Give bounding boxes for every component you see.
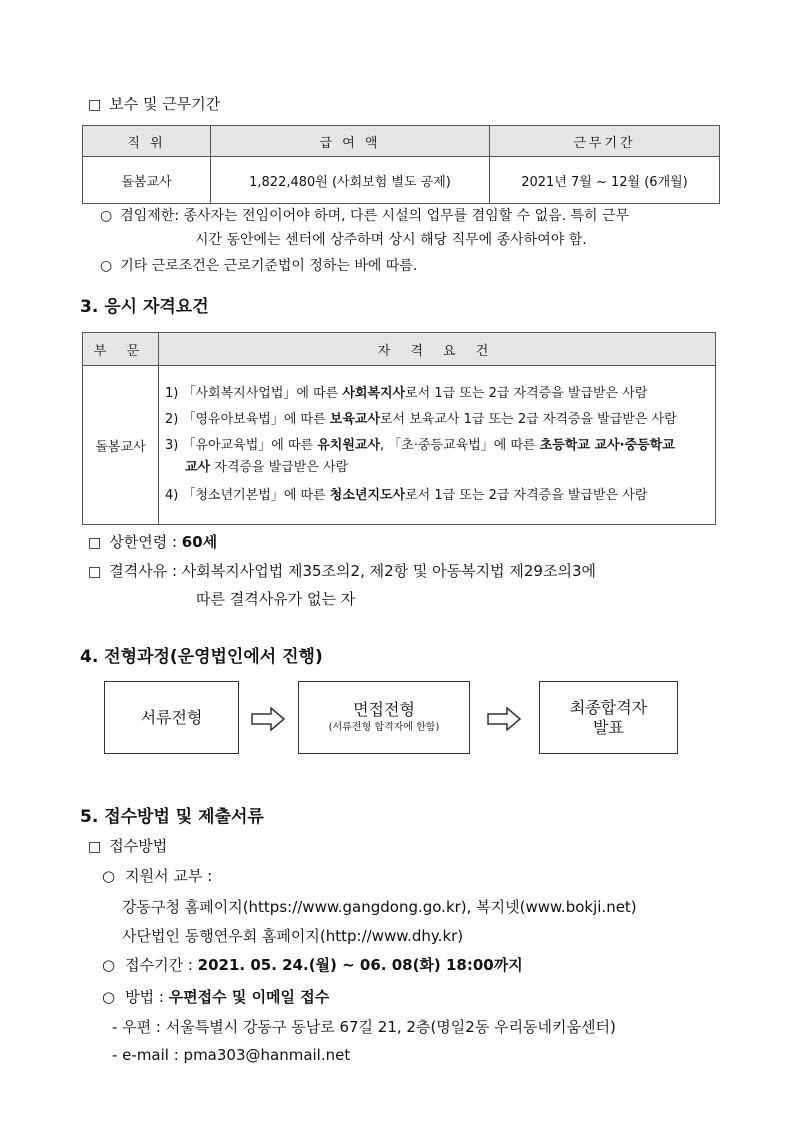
requirement-item-2: 2) 「영유아보육법」에 따른 보육교사로서 보육교사 1급 또는 2급 자격증을 발급받은 사람 <box>165 412 677 427</box>
requirement-item-3: 3) 「유아교육법」에 따른 유치원교사, 「초·중등교육법」에 따른 초등학교 교사·중등학교 <box>165 438 675 453</box>
application-form-link-1: 강동구청 홈페이지(https://www.gangdong.go.kr), 복지넷(www.bokji.net) <box>122 898 637 916</box>
application-method: ○ 방법 : 우편접수 및 이메일 접수 <box>102 988 330 1006</box>
application-form: ○ 지원서 교부 : <box>102 867 213 885</box>
requirement-item-3-cont: 교사 자격증을 발급받은 사람 <box>185 460 349 475</box>
arrow-right-icon <box>487 707 521 731</box>
application-form-link-2: 사단법인 동행연우회 홈페이지(http://www.dhy.kr) <box>122 927 464 945</box>
step-interview: 면접전형 (서류전형 합격자에 한함) <box>298 681 470 754</box>
pay-table <box>82 125 720 204</box>
age-limit: □ 상한연령 : 60세 <box>88 533 218 551</box>
postal-address: - 우편 : 서울특별시 강동구 동남로 67길 21, 2층(명일2동 우리동네키움센터) <box>112 1018 616 1036</box>
section3-title: 3. 응시 자격요건 <box>80 297 209 317</box>
note-concurrent: ○ 겸임제한: 종사자는 전임이어야 하며, 다른 시설의 업무를 겸임할 수 없음. 특히 근무 <box>100 208 630 224</box>
step-document-screening: 서류전형 <box>104 681 239 754</box>
requirements-list <box>159 366 716 525</box>
email-address: - e-mail : pma303@hanmail.net <box>112 1046 351 1064</box>
section5-title: 5. 접수방법 및 제출서류 <box>80 807 264 827</box>
application-period: ○ 접수기간 : 2021. 05. 24.(월) ~ 06. 08(화) 18:00까지 <box>102 956 523 974</box>
pay-section-title: □ 보수 및 근무기간 <box>88 95 221 113</box>
cell-category: 돌봄교사 <box>83 366 159 525</box>
header-position: 직 위 <box>83 126 211 157</box>
step-final-announcement: 최종합격자 발표 <box>539 681 678 754</box>
cell-period: 2021년 7월 ~ 12월 (6개월) <box>490 157 720 204</box>
application-method-subtitle: □ 접수방법 <box>88 837 168 855</box>
qualification-table <box>82 332 716 525</box>
requirement-item-4: 4) 「청소년기본법」에 따른 청소년지도사로서 1급 또는 2급 자격증을 발급받은 사람 <box>165 488 648 503</box>
disqualification: □ 결격사유 : 사회복지사업법 제35조의2, 제2항 및 아동복지법 제29조의3에 <box>88 562 596 580</box>
requirement-item-1: 1) 「사회복지사업법」에 따른 사회복지사로서 1급 또는 2급 자격증을 발급받은 사람 <box>165 386 648 401</box>
disqualification-cont: 따른 결격사유가 없는 자 <box>196 590 356 608</box>
note-concurrent-cont: 시간 동안에는 센터에 상주하며 상시 해당 직무에 종사하여야 함. <box>195 232 587 248</box>
header-salary: 급 여 액 <box>211 126 490 157</box>
header-category: 부 문 <box>83 333 159 366</box>
header-requirements: 자 격 요 건 <box>159 333 716 366</box>
arrow-right-icon <box>251 707 285 731</box>
header-period: 근무기간 <box>490 126 720 157</box>
cell-position: 돌봄교사 <box>83 157 211 204</box>
cell-salary: 1,822,480원 (사회보험 별도 공제) <box>211 157 490 204</box>
section4-title: 4. 전형과정(운영법인에서 진행) <box>80 647 323 667</box>
note-conditions: ○ 기타 근로조건은 근로기준법이 정하는 바에 따름. <box>100 258 418 274</box>
